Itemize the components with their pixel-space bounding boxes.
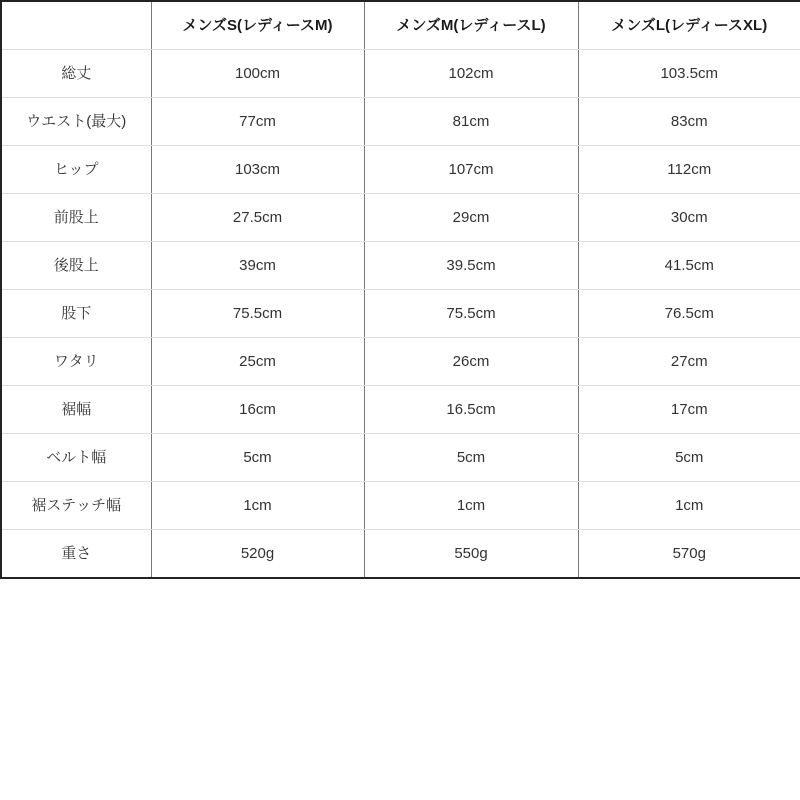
table-row-hip [1, 146, 800, 194]
cell-value: 550g [364, 530, 578, 579]
cell-value: 76.5cm [578, 290, 800, 338]
table-row-watari [1, 338, 800, 386]
table-row-soutake [1, 50, 800, 98]
table-row-belt-width [1, 434, 800, 482]
cell-value: 520g [151, 530, 364, 579]
table-row-inseam [1, 290, 800, 338]
cell-value: 16cm [151, 386, 364, 434]
column-header-mens-s: メンズS(レディースM) [151, 1, 364, 50]
table-row-weight [1, 530, 800, 579]
cell-value: 16.5cm [364, 386, 578, 434]
row-label: 後股上 [1, 242, 151, 290]
row-label: 前股上 [1, 194, 151, 242]
cell-value: 39cm [151, 242, 364, 290]
header-row [1, 1, 800, 50]
cell-value: 103cm [151, 146, 364, 194]
cell-value: 5cm [364, 434, 578, 482]
row-label: 重さ [1, 530, 151, 579]
cell-value: 1cm [364, 482, 578, 530]
cell-value: 570g [578, 530, 800, 579]
row-label: 股下 [1, 290, 151, 338]
cell-value: 75.5cm [151, 290, 364, 338]
cell-value: 77cm [151, 98, 364, 146]
row-label: ヒップ [1, 146, 151, 194]
cell-value: 83cm [578, 98, 800, 146]
cell-value: 27cm [578, 338, 800, 386]
cell-value: 26cm [364, 338, 578, 386]
cell-value: 29cm [364, 194, 578, 242]
cell-value: 103.5cm [578, 50, 800, 98]
cell-value: 102cm [364, 50, 578, 98]
cell-value: 17cm [578, 386, 800, 434]
row-label: ベルト幅 [1, 434, 151, 482]
cell-value: 75.5cm [364, 290, 578, 338]
cell-value: 100cm [151, 50, 364, 98]
cell-value: 25cm [151, 338, 364, 386]
table-row-hem-stitch-width [1, 482, 800, 530]
column-header-mens-l: メンズL(レディースXL) [578, 1, 800, 50]
row-label: ワタリ [1, 338, 151, 386]
cell-value: 1cm [578, 482, 800, 530]
corner-cell [1, 1, 151, 50]
table-row-hem-width [1, 386, 800, 434]
row-label: ウエスト(最大) [1, 98, 151, 146]
column-header-mens-m: メンズM(レディースL) [364, 1, 578, 50]
row-label: 裾幅 [1, 386, 151, 434]
cell-value: 27.5cm [151, 194, 364, 242]
cell-value: 41.5cm [578, 242, 800, 290]
table-row-back-rise [1, 242, 800, 290]
cell-value: 107cm [364, 146, 578, 194]
cell-value: 30cm [578, 194, 800, 242]
cell-value: 1cm [151, 482, 364, 530]
cell-value: 81cm [364, 98, 578, 146]
row-label: 裾ステッチ幅 [1, 482, 151, 530]
cell-value: 39.5cm [364, 242, 578, 290]
cell-value: 5cm [151, 434, 364, 482]
cell-value: 5cm [578, 434, 800, 482]
table-row-front-rise [1, 194, 800, 242]
row-label: 総丈 [1, 50, 151, 98]
cell-value: 112cm [578, 146, 800, 194]
table-row-waist [1, 98, 800, 146]
